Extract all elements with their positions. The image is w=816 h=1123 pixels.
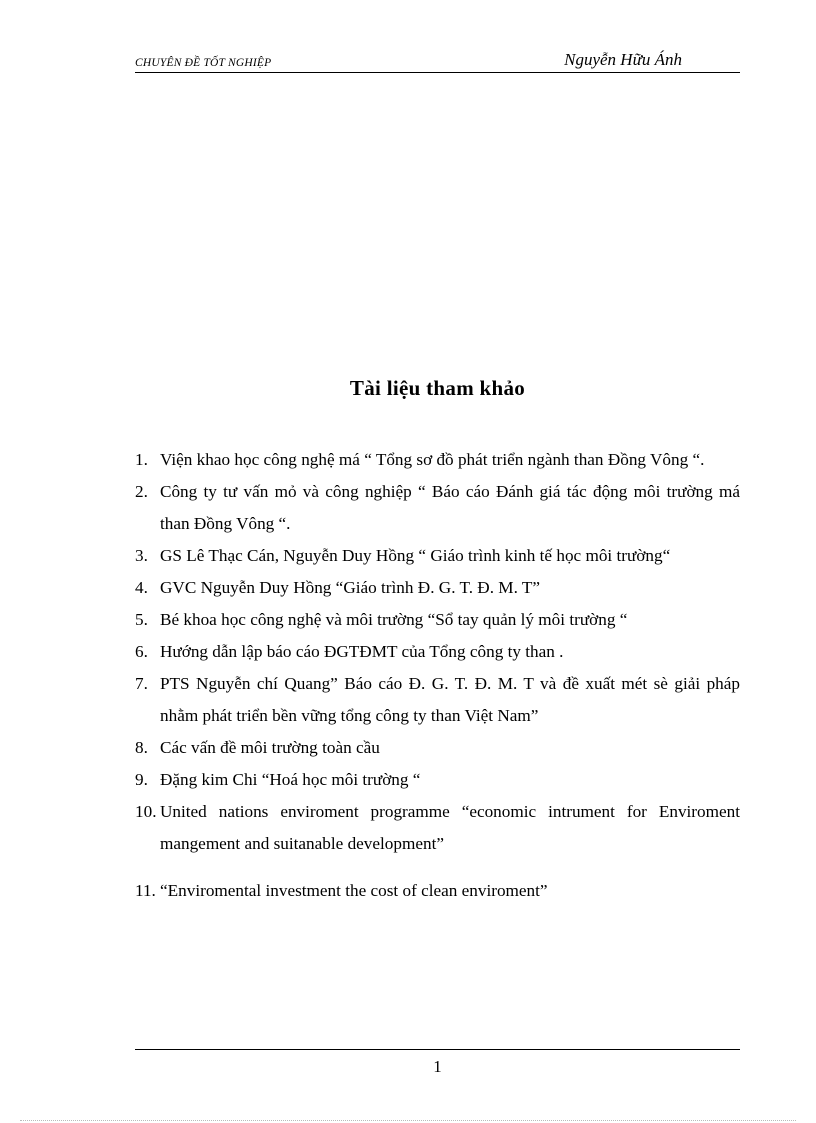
reference-number: 10.	[135, 802, 157, 821]
page-header	[135, 50, 740, 73]
footer-divider	[135, 1049, 740, 1050]
reference-number: 3.	[135, 546, 148, 565]
reference-text: PTS Nguyễn chí Quang” Báo cáo Đ. G. T. Đ. M. T và đề xuất mét sè giải pháp nhằm phát triển bền vững tổng công ty than Việt Nam”	[160, 674, 740, 725]
reference-item	[135, 540, 740, 572]
reference-number: 6.	[135, 642, 148, 661]
reference-text: Hướng dẫn lập báo cáo ĐGTĐMT của Tổng công ty than .	[160, 642, 564, 661]
reference-list	[135, 444, 740, 907]
reference-number: 5.	[135, 610, 148, 629]
reference-number: 4.	[135, 578, 148, 597]
page-bottom-border	[20, 1120, 796, 1121]
header-document-type: CHUYÊN ĐỀ TỐT NGHIỆP	[135, 57, 272, 69]
reference-text: Các vấn đề môi trường toàn cầu	[160, 738, 380, 757]
reference-text: United nations enviroment programme “economic intrument for Enviroment mangement and suitanable development”	[160, 802, 740, 853]
reference-item	[135, 668, 740, 732]
reference-number: 1.	[135, 450, 148, 469]
reference-number: 2.	[135, 482, 148, 501]
reference-number: 8.	[135, 738, 148, 757]
reference-text: Bé khoa học công nghệ và môi trường “Sổ tay quản lý môi trường “	[160, 610, 628, 629]
reference-text: Viện khao học công nghệ má “ Tổng sơ đồ phát triển ngành than Đồng Vông “.	[160, 450, 705, 469]
reference-item	[135, 796, 740, 860]
reference-item	[135, 732, 740, 764]
reference-item	[135, 764, 740, 796]
reference-number: 11.	[135, 881, 156, 900]
reference-number: 7.	[135, 674, 148, 693]
reference-item	[135, 604, 740, 636]
reference-text: GS Lê Thạc Cán, Nguyễn Duy Hồng “ Giáo trình kinh tế học môi trường“	[160, 546, 671, 565]
reference-text: Đặng kim Chi “Hoá học môi trường “	[160, 770, 421, 789]
header-author: Nguyễn Hữu Ánh	[564, 50, 682, 69]
reference-text: “Enviromental investment the cost of clean enviroment”	[160, 881, 548, 900]
page-number: 1	[433, 1057, 442, 1076]
reference-item	[135, 476, 740, 540]
reference-item	[135, 444, 740, 476]
reference-text: GVC Nguyễn Duy Hồng “Giáo trình Đ. G. T. Đ. M. T”	[160, 578, 540, 597]
reference-number: 9.	[135, 770, 148, 789]
reference-item	[135, 875, 740, 907]
reference-item	[135, 636, 740, 668]
page-title: Tài liệu tham khảo	[349, 376, 526, 400]
reference-item	[135, 572, 740, 604]
reference-text: Công ty tư vấn mỏ và công nghiệp “ Báo cáo Đánh giá tác động môi trường má than Đồng Vông “.	[160, 482, 740, 533]
